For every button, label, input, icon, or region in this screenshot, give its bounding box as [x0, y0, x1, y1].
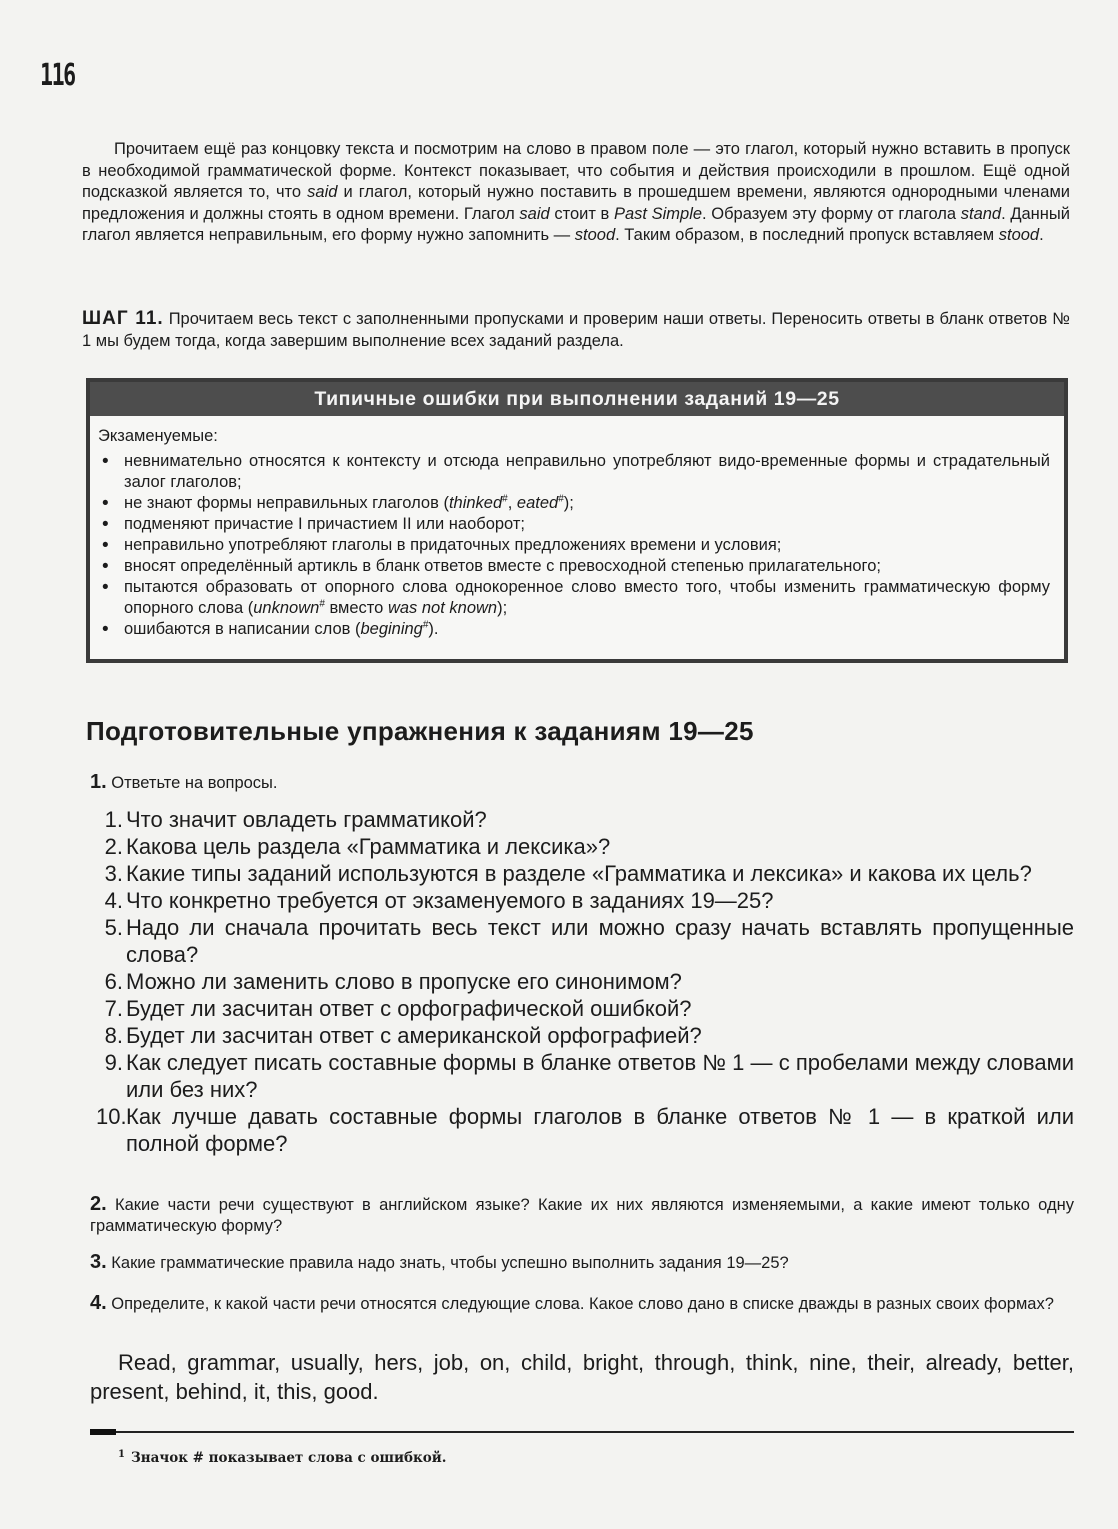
- list-item: • невнимательно относятся к контексту и отсюда неправильно употребляют видо-временные формы и страдательный залог глаголов;: [98, 451, 1050, 493]
- question-item: [96, 1049, 1074, 1103]
- footnote: $^1$ Значок # показывает слова с ошибкой.: [118, 1448, 447, 1466]
- list-item: • неправильно употребляют глаголы в придаточных предложениях времени и условия;: [98, 535, 1050, 556]
- question-text: Как следует писать составные формы в бланке ответов № 1 — с пробелами между словами или без них?: [126, 1050, 1074, 1102]
- question-number: 10.: [96, 1104, 127, 1129]
- exercise-3: 3. Какие грамматические правила надо знать, чтобы успешно выполнить задания 19—25?: [90, 1251, 789, 1273]
- explanation-paragraph: Прочитаем ещё раз концовку текста и посмотрим на слово в правом поле — это глагол, который нужно вставить в пропуск в необходимой грамматической форме. Контекст показывает, что события и действия происходили в прошлом. Ещё одной подсказкой является то, что said и глагол, который нужно поставить в прошедшем времени, являются однородными членами предложения и должны стоять в одном времени. Глагол said стоит в Past Simple. Образуем эту форму от глагола stand. Данный глагол является неправильным, его форму нужно запомнить — stood. Таким образом, в последний пропуск вставляем stood.: [82, 140, 1070, 244]
- list-item: • ошибаются в написании слов (begining#).: [98, 619, 1050, 640]
- footnote-divider-mark: [90, 1429, 116, 1435]
- question-number: 2.: [104, 834, 123, 859]
- list-item: • вносят определённый артикль в бланк ответов вместе с превосходной степенью прилагательного;: [98, 556, 1050, 577]
- question-item: [96, 995, 1074, 1022]
- question-item: [96, 833, 1074, 860]
- question-text: Какие типы заданий используются в разделе «Грамматика и лексика» и какова их цель?: [126, 861, 1032, 886]
- question-text: Что конкретно требуется от экзаменуемого в заданиях 19—25?: [126, 888, 774, 913]
- question-text: Надо ли сначала прочитать весь текст или можно сразу начать вставлять пропущенные слова?: [126, 915, 1074, 967]
- question-number: 8.: [104, 1023, 123, 1048]
- exercise-number: 1.: [90, 771, 107, 793]
- typical-mistakes-box: [86, 378, 1068, 663]
- page-number: 116: [40, 58, 75, 93]
- question-item: [96, 1103, 1074, 1157]
- question-number: 7.: [104, 996, 123, 1021]
- question-number: 1.: [104, 807, 123, 832]
- exercise-number: 4.: [90, 1292, 107, 1314]
- box-intro: Экзаменуемые:: [98, 427, 218, 445]
- exercise-number: 2.: [90, 1193, 107, 1215]
- exercise-number: 3.: [90, 1251, 107, 1273]
- word-list: Read, grammar, usually, hers, job, on, child, bright, through, think, nine, their, already, better, present, behind, it, this, good.: [90, 1350, 1074, 1404]
- question-number: 9.: [104, 1050, 123, 1075]
- step-label: ШАГ 11.: [82, 308, 164, 329]
- question-text: Как лучше давать составные формы глаголов в бланке ответов № 1 — в краткой или полной форме?: [126, 1104, 1074, 1156]
- question-item: [96, 1022, 1074, 1049]
- mistakes-list: [98, 451, 1050, 640]
- exercise-2: 2. Какие части речи существуют в английском языке? Какие их них являются изменяемыми, а какие имеют только одну грамматическую форму?: [90, 1193, 1074, 1235]
- typical-mistakes-title: Типичные ошибки при выполнении заданий 19—25: [90, 382, 1064, 416]
- list-item: • не знают формы неправильных глаголов (thinked#, eated#);: [98, 493, 1050, 514]
- questions-list: [96, 806, 1074, 1157]
- question-number: 3.: [104, 861, 123, 886]
- question-text: Можно ли заменить слово в пропуске его синонимом?: [126, 969, 682, 994]
- list-item: • подменяют причастие I причастием II или наоборот;: [98, 514, 1050, 535]
- question-text: Будет ли засчитан ответ с американской орфографией?: [126, 1023, 702, 1048]
- exercise-1-prompt: 1. Ответьте на вопросы.: [90, 771, 278, 793]
- question-item: [96, 860, 1074, 887]
- question-text: Что значит овладеть грамматикой?: [126, 807, 487, 832]
- footnote-divider: [90, 1431, 1074, 1433]
- question-number: 4.: [104, 888, 123, 913]
- question-item: [96, 914, 1074, 968]
- question-item: [96, 806, 1074, 833]
- question-item: [96, 968, 1074, 995]
- step-11-paragraph: ШАГ 11. Прочитаем весь текст с заполненными пропусками и проверим наши ответы. Переносить ответы в бланк ответов № 1 мы будем тогда, когда завершим выполнение всех заданий раздела.: [82, 308, 1071, 350]
- question-text: Какова цель раздела «Грамматика и лексика»?: [126, 834, 611, 859]
- question-number: 5.: [104, 915, 123, 940]
- list-item: • пытаются образовать от опорного слова однокоренное слово вместо того, чтобы изменить грамматическую форму опорного слова (unknown# вместо was not known);: [98, 577, 1050, 619]
- question-item: [96, 887, 1074, 914]
- section-title: Подготовительные упражнения к заданиям 19—25: [86, 716, 754, 746]
- question-number: 6.: [104, 969, 123, 994]
- exercise-4: 4. Определите, к какой части речи относятся следующие слова. Какое слово дано в списке дважды в разных своих формах?: [90, 1292, 1054, 1314]
- question-text: Будет ли засчитан ответ с орфографической ошибкой?: [126, 996, 692, 1021]
